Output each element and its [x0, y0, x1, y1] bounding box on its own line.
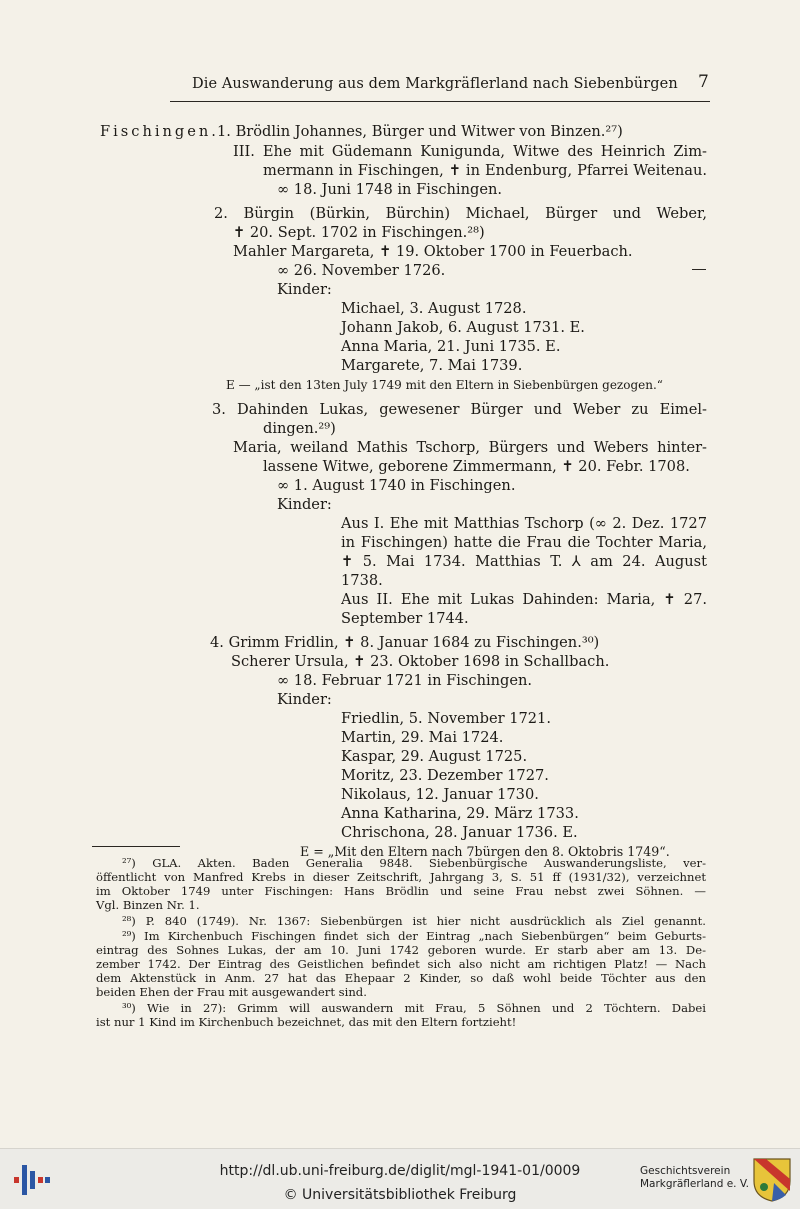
entry-4-child-6: Anna Katharina, 29. März 1733. [341, 805, 579, 822]
entry-3-wife-line-1: Maria, weiland Mathis Tschorp, Bürgers und Webers hinter- [233, 439, 707, 456]
entry-1-line-2: III. Ehe mit Güdemann Kunigunda, Witwe des Heinrich Zim- [233, 143, 707, 160]
entry-4-child-5: Nikolaus, 12. Januar 1730. [341, 786, 539, 803]
entry-2-line-2: ✝ 20. Sept. 1702 in Fischingen.²⁸) [233, 224, 485, 241]
entry-3-line-2: dingen.²⁹) [263, 420, 336, 437]
entry-3-child-line-3: ✝ 5. Mai 1734. Matthias T. ⅄ am 24. August [341, 553, 707, 570]
entry-2-marriage: ∞ 26. November 1726. [277, 262, 446, 279]
entry-4-child-3: Kaspar, 29. August 1725. [341, 748, 528, 765]
society-name [640, 1165, 749, 1191]
entry-1-marriage: ∞ 18. Juni 1748 in Fischingen. [277, 181, 503, 198]
entry-4-child-4: Moritz, 23. Dezember 1727. [341, 767, 549, 784]
header-rule [170, 101, 710, 102]
footnote-27-line-4: Vgl. Binzen Nr. 1. [96, 898, 200, 912]
footnote-27-line-3: im Oktober 1749 unter Fischingen: Hans Brödlin und seine Frau nebst zwei Söhnen. — [96, 884, 706, 898]
entry-1-line-3: mermann in Fischingen, ✝ in Endenburg, Pfarrei Weitenau. [263, 162, 707, 179]
entry-1-line-1: 1. Brödlin Johannes, Bürger und Witwer von Binzen.²⁷) [217, 123, 623, 140]
footnote-29-line-5: beiden Ehen der Frau mit ausgewandert sind. [96, 985, 367, 999]
entry-2-child-1: Michael, 3. August 1728. [341, 300, 527, 317]
entry-4-line-1: 4. Grimm Fridlin, ✝ 8. Januar 1684 zu Fischingen.³⁰) [210, 634, 600, 651]
footnote-29-line-4: dem Aktenstück in Anm. 27 hat das Ehepaar 2 Kinder, so daß wohl beide Töchter aus den [96, 971, 706, 985]
page-number: 7 [698, 72, 709, 92]
entry-2-note: E — „ist den 13ten July 1749 mit den Eltern in Siebenbürgen gezogen.“ [226, 378, 663, 392]
running-title: Die Auswanderung aus dem Markgräflerland nach Siebenbürgen [192, 76, 678, 92]
entry-2-child-3: Anna Maria, 21. Juni 1735. E. [341, 338, 561, 355]
entry-2-child-4: Margarete, 7. Mai 1739. [341, 357, 523, 374]
society-name-line-1: Geschichtsverein [640, 1165, 731, 1177]
entry-2-child-2: Johann Jakob, 6. August 1731. E. [341, 319, 585, 336]
footnote-27-line-2: öffentlicht von Manfred Krebs in dieser Zeitschrift, Jahrgang 3, S. 51 ff (1931/32), verzeichnet [96, 870, 706, 884]
document-url-link[interactable]: http://dl.ub.uni-freiburg.de/diglit/mgl-1941-01/0009 [219, 1163, 581, 1179]
entry-3-child-line-2: in Fischingen) hatte die Frau die Tochter Maria, [341, 534, 707, 551]
entry-3-child-line-6: September 1744. [341, 610, 469, 627]
viewer-footer [0, 1148, 800, 1209]
entry-3-child-line-5: Aus II. Ehe mit Lukas Dahinden: Maria, ✝ 27. [341, 591, 707, 608]
entry-4-children-label: Kinder: [277, 691, 332, 708]
society-name-line-2: Markgräflerland e. V. [640, 1178, 750, 1190]
footnote-30-line-1: ³⁰) Wie in 27): Grimm will auswandern mit Frau, 5 Söhnen und 2 Töchtern. Dabei [122, 1001, 706, 1015]
footnote-29-line-1: ²⁹) Im Kirchenbuch Fischingen findet sich der Eintrag „nach Siebenbürgen“ beim Geburts- [122, 929, 706, 943]
entry-4-child-7: Chrischona, 28. Januar 1736. E. [341, 824, 578, 841]
entry-3-children-label: Kinder: [277, 496, 332, 513]
entry-4-note: E = „Mit den Eltern nach 7bürgen den 8. Oktobris 1749“. [300, 844, 670, 859]
entry-2-children-label: Kinder: [277, 281, 332, 298]
footnote-28: ²⁸) P. 840 (1749). Nr. 1367: Siebenbürgen ist hier nicht ausdrücklich als Ziel genannt. [122, 914, 706, 928]
entry-2-wife: Mahler Margareta, ✝ 19. Oktober 1700 in Feuerbach. [233, 243, 633, 260]
entry-3-line-1: 3. Dahinden Lukas, gewesener Bürger und Weber zu Eimel- [212, 401, 707, 418]
place-heading: Fischingen. [100, 123, 219, 140]
entry-3-wife-line-2: lassene Witwe, geborene Zimmermann, ✝ 20. Febr. 1708. [263, 458, 690, 475]
dash-mark [692, 269, 706, 270]
footnote-29-line-2: eintrag des Sohnes Lukas, der am 10. Juni 1742 geboren wurde. Er starb aber am 13. De- [96, 943, 706, 957]
entry-4-wife: Scherer Ursula, ✝ 23. Oktober 1698 in Schallbach. [231, 653, 610, 670]
copyright-notice: © Universitätsbibliothek Freiburg [283, 1187, 517, 1203]
entry-4-child-1: Friedlin, 5. November 1721. [341, 710, 551, 727]
footnote-30-line-2: ist nur 1 Kind im Kirchenbuch bezeichnet, das mit den Eltern fortzieht! [96, 1015, 517, 1029]
footnote-rule [92, 846, 180, 847]
entry-4-child-2: Martin, 29. Mai 1724. [341, 729, 504, 746]
entry-4-marriage: ∞ 18. Februar 1721 in Fischingen. [277, 672, 533, 689]
footnote-27-line-1: ²⁷) GLA. Akten. Baden Generalia 9848. Siebenbürgische Auswanderungsliste, ver- [122, 856, 706, 870]
entry-3-marriage: ∞ 1. August 1740 in Fischingen. [277, 477, 516, 494]
entry-3-child-line-4: 1738. [341, 572, 383, 589]
entry-3-child-line-1: Aus I. Ehe mit Matthias Tschorp (∞ 2. Dez. 1727 [341, 515, 707, 532]
coat-of-arms-icon [752, 1157, 792, 1203]
entry-2-line-1: 2. Bürgin (Bürkin, Bürchin) Michael, Bürger und Weber, [214, 205, 707, 222]
footnote-29-line-3: zember 1742. Der Eintrag des Geistlichen befindet sich also nicht am richtigen Platz! — Nach [96, 957, 706, 971]
